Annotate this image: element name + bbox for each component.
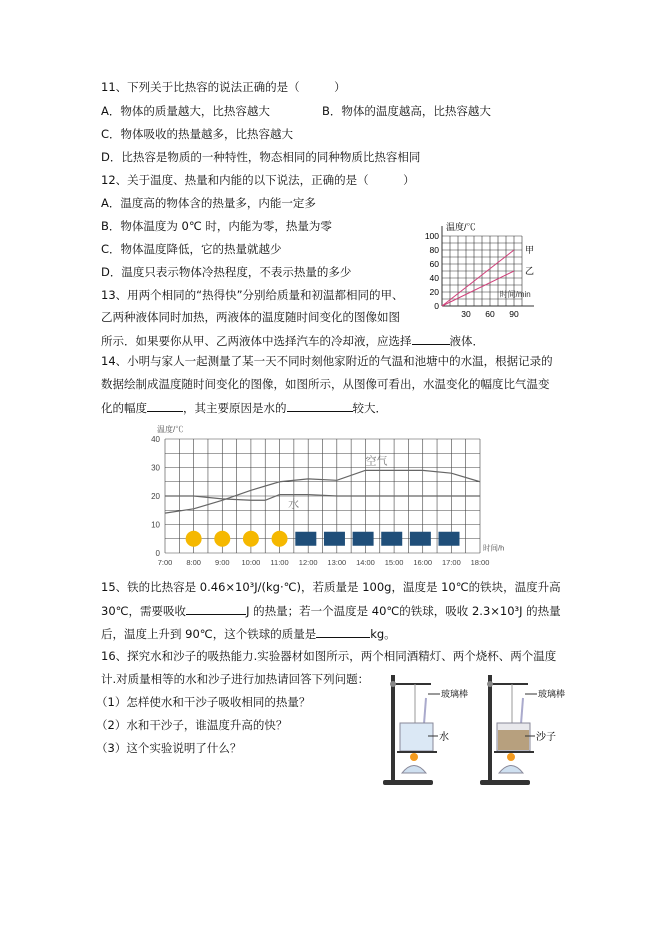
series-label: 空气 (365, 455, 388, 468)
x-axis-label: 时间/h (483, 543, 505, 553)
y-tick-label: 80 (429, 245, 439, 255)
cloud-icon (439, 532, 460, 546)
x-tick-label: 11:00 (270, 558, 289, 567)
q15-line3-end: kg。 (370, 627, 396, 641)
q16-line1: 16、探究水和沙子的吸热能力.实验器材如图所示，两个相同酒精灯、两个烧杯、两个温度 (101, 649, 557, 663)
q13-line3: 所示．如果要你从甲、乙两液体中选择汽车的冷却液，应选择 (101, 334, 412, 348)
q14-line3-end: 较大． (352, 401, 387, 415)
x-tick-label: 7:00 (157, 558, 173, 567)
sun-icon (272, 531, 288, 547)
y-tick-label: 10 (151, 520, 160, 530)
q14-chart (140, 420, 510, 580)
apparatus-water (383, 675, 468, 785)
q11-option-d: D．比热容是物质的一种特性，物态相同的同种物质比热容相同 (101, 150, 421, 164)
y-axis-label: 温度/℃ (446, 222, 476, 232)
q16-sub1: （1）怎样使水和干沙子吸收相同的热量？ (96, 695, 311, 709)
cloud-icon (295, 532, 316, 546)
x-tick-label: 60 (485, 309, 495, 318)
rod-label-2: 玻璃棒 (538, 689, 566, 699)
q13-chart (420, 218, 560, 318)
series-label: 甲 (525, 245, 535, 255)
y-tick-label: 30 (151, 463, 160, 473)
q15-line1: 15、铁的比热容是 0.46×10³J/(kg·℃)，若质量是 100g，温度是 10℃的铁块，温度升高 (101, 580, 561, 594)
q14-line1: 14、小明与家人一起测量了某一天不同时刻他家附近的气温和池塘中的水温，根据记录的 (101, 354, 553, 368)
q13-answer-blank[interactable] (412, 333, 450, 345)
x-tick-label: 30 (461, 309, 471, 318)
x-tick-label: 10:00 (241, 558, 261, 567)
cloud-icon (324, 532, 345, 546)
q11-option-a: A．物体的质量越大，比热容越大 (101, 104, 270, 118)
sun-icon (186, 531, 202, 547)
y-tick-label: 0 (155, 549, 160, 558)
apparatus-sand (480, 675, 565, 785)
rod-label-1: 玻璃棒 (441, 689, 469, 699)
q16-apparatus-figure (370, 670, 590, 790)
q13-line1: 13、用两个相同的“热得快”分别给质量和初温都相同的甲、 (101, 288, 404, 302)
q16-line2: 计.对质量相等的水和沙子进行加热请回答下列问题： (101, 672, 370, 686)
q11-option-c: C．物体吸收的热量越多，比热容越大 (101, 127, 294, 141)
series-label: 乙 (525, 266, 535, 276)
water-label: 水 (439, 732, 449, 743)
q15-line3: 后，温度上升到 90℃，这个铁球的质量是 (101, 627, 317, 641)
y-axis-label: 温度/℃ (157, 425, 184, 434)
q15-line2-end: J 的热量；若一个温度是 40℃的铁球，吸收 2.3×10³J 的热量 (246, 604, 561, 618)
q16-sub3: （3）这个实验说明了什么？ (96, 741, 242, 755)
q11-option-b: B．物体的温度越高，比热容越大 (322, 104, 491, 118)
q14-line2: 数据绘制成温度随时间变化的图像，如图所示，从图像可看出，水温变化的幅度比气温变 (101, 377, 550, 391)
q12-option-b: B．物体温度为 0℃ 时，内能为零，热量为零 (101, 219, 332, 233)
cloud-icon (353, 532, 374, 546)
q12-option-a: A．温度高的物体含的热量多，内能一定多 (101, 196, 316, 210)
series-line-乙 (442, 271, 514, 306)
y-tick-label: 100 (424, 231, 439, 241)
y-tick-label: 40 (151, 435, 160, 444)
x-tick-label: 18:00 (470, 558, 490, 567)
q12-option-c: C．物体温度降低，它的热量就越少 (101, 242, 282, 256)
x-tick-label: 17:00 (441, 558, 461, 567)
sun-icon (243, 531, 259, 547)
q16-sub2: （2）水和干沙子，谁温度升高的快？ (96, 718, 288, 732)
q13-line3-end: 液体． (449, 334, 484, 348)
q15-line2: 30℃，需要吸收 (101, 604, 187, 618)
q14-line3-mid: ，其主要原因是水的 (183, 401, 287, 415)
x-axis-label: 时间/min (499, 290, 531, 299)
y-tick-label: 0 (434, 301, 439, 311)
cloud-icon (410, 532, 431, 546)
q11-stem: 11、下列关于比热容的说法正确的是（ ） (101, 80, 346, 94)
q15-answer-blank-2[interactable] (316, 626, 370, 638)
y-tick-label: 20 (151, 492, 160, 501)
y-tick-label: 60 (429, 259, 439, 269)
x-tick-label: 90 (509, 309, 519, 318)
x-tick-label: 8:00 (186, 558, 201, 567)
sand-label: 沙子 (536, 732, 556, 743)
y-tick-label: 20 (429, 287, 439, 297)
sun-icon (214, 531, 230, 547)
x-tick-label: 16:00 (413, 558, 433, 567)
q12-stem: 12、关于温度、热量和内能的以下说法，正确的是（ ） (101, 173, 415, 187)
x-tick-label: 9:00 (214, 558, 230, 567)
q14-line3: 化的幅度 (101, 401, 147, 415)
cloud-icon (381, 532, 402, 546)
q13-line2: 乙两种液体同时加热，两液体的温度随时间变化的图像如图 (101, 310, 400, 324)
x-tick-label: 13:00 (327, 558, 347, 567)
x-tick-label: 14:00 (356, 558, 375, 567)
y-tick-label: 40 (429, 273, 439, 283)
q14-answer-blank-2[interactable] (287, 400, 353, 412)
q14-answer-blank-1[interactable] (147, 400, 183, 412)
series-label: 水 (288, 498, 300, 511)
x-tick-label: 15:00 (384, 558, 404, 567)
q12-option-d: D．温度只表示物体冷热程度，不表示热量的多少 (101, 265, 352, 279)
q15-answer-blank-1[interactable] (186, 603, 246, 615)
x-tick-label: 12:00 (298, 558, 318, 567)
